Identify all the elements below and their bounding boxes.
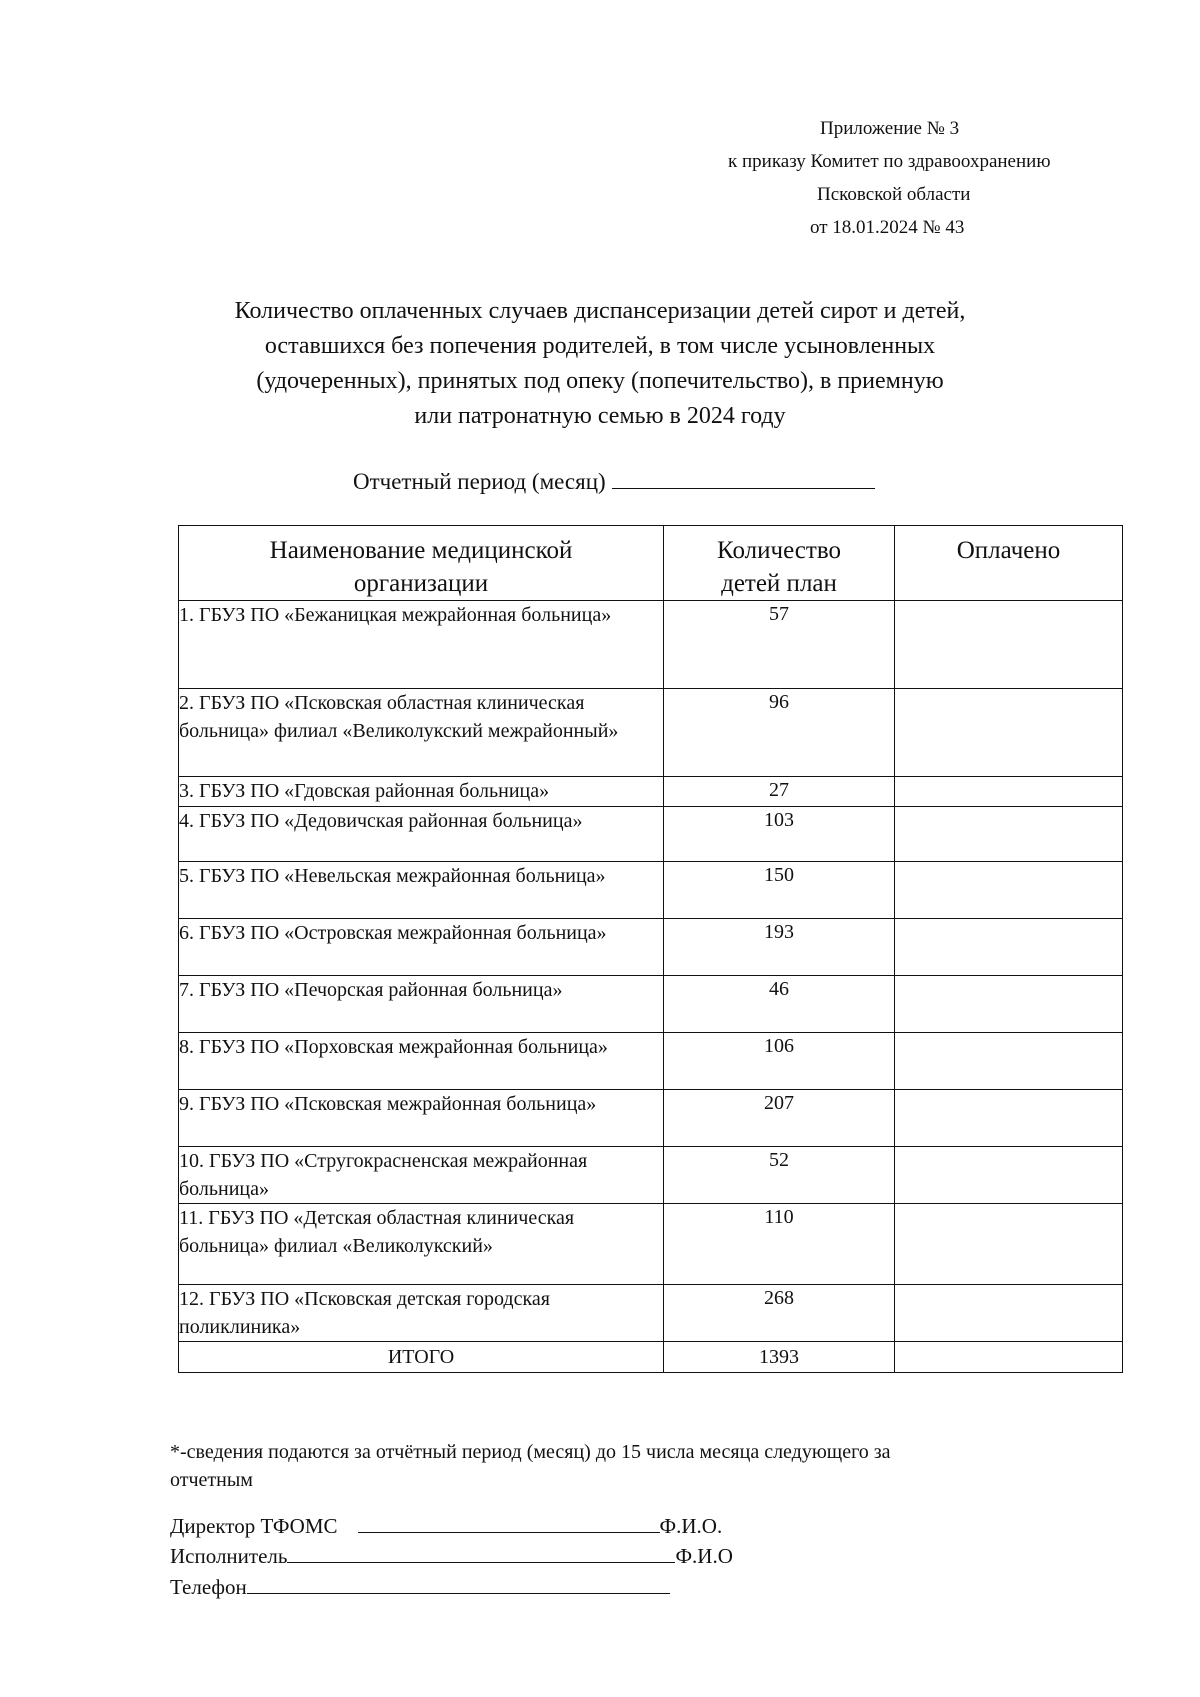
organization-name: 7. ГБУЗ ПО «Печорская районная больница» <box>179 976 664 1033</box>
plan-count: 27 <box>664 777 895 807</box>
paid-cell <box>895 1204 1123 1285</box>
organization-name: 6. ГБУЗ ПО «Островская межрайонная больница» <box>179 919 664 976</box>
plan-count: 150 <box>664 862 895 919</box>
table-row <box>179 689 1123 777</box>
table-row <box>179 919 1123 976</box>
organization-name: 12. ГБУЗ ПО «Псковская детская городская поликлиника» <box>179 1285 664 1342</box>
plan-count: 106 <box>664 1033 895 1090</box>
header-paid: Оплачено <box>895 526 1123 601</box>
plan-count: 57 <box>664 601 895 689</box>
organization-name: 11. ГБУЗ ПО «Детская областная клиническая больница» филиал «Великолукский» <box>179 1204 664 1285</box>
paid-cell <box>895 919 1123 976</box>
appendix-number: Приложение № 3 <box>820 118 960 139</box>
paid-cell <box>895 1285 1123 1342</box>
header-plan-line-2: детей план <box>721 570 837 597</box>
footnote <box>170 1438 891 1494</box>
paid-cell <box>895 1147 1123 1204</box>
reporting-period-blank <box>612 466 875 489</box>
executor-fio: Ф.И.О <box>675 1544 733 1568</box>
plan-count: 207 <box>664 1090 895 1147</box>
footnote-line-1: *-сведения подаются за отчётный период (месяц) до 15 числа месяца следующего за <box>170 1441 891 1463</box>
organization-name: 8. ГБУЗ ПО «Порховская межрайонная больница» <box>179 1033 664 1090</box>
table-row <box>179 601 1123 689</box>
organization-name: 9. ГБУЗ ПО «Псковская межрайонная больница» <box>179 1090 664 1147</box>
header-organization <box>179 526 664 601</box>
table-row <box>179 1147 1123 1204</box>
appendix-order-ref: к приказу Комитет по здравоохранению <box>728 151 1051 172</box>
header-plan-line-1: Количество <box>717 537 841 564</box>
plan-count: 268 <box>664 1285 895 1342</box>
table-row <box>179 807 1123 862</box>
total-row <box>179 1342 1123 1373</box>
paid-cell <box>895 976 1123 1033</box>
document-title <box>150 294 1050 434</box>
organization-name: 3. ГБУЗ ПО «Гдовская районная больница» <box>179 777 664 807</box>
plan-table <box>178 525 1123 1373</box>
title-line-3: (удочеренных), принятых под опеку (попечительство), в приемную <box>256 368 944 394</box>
reporting-period <box>353 466 875 495</box>
table-row <box>179 777 1123 807</box>
paid-cell <box>895 1033 1123 1090</box>
appendix-header <box>700 112 1160 244</box>
paid-cell <box>895 777 1123 807</box>
organization-name: 1. ГБУЗ ПО «Бежаницкая межрайонная больница» <box>179 601 664 689</box>
plan-count: 46 <box>664 976 895 1033</box>
director-label: Директор ТФОМС <box>170 1514 338 1538</box>
executor-signature-blank <box>287 1542 675 1563</box>
paid-cell <box>895 1090 1123 1147</box>
organization-name: 2. ГБУЗ ПО «Псковская областная клиническая больница» филиал «Великолукский межрайонный» <box>179 689 664 777</box>
table-row <box>179 976 1123 1033</box>
phone-line <box>170 1573 670 1600</box>
table-row <box>179 1204 1123 1285</box>
table-row <box>179 1090 1123 1147</box>
plan-count: 110 <box>664 1204 895 1285</box>
paid-cell <box>895 601 1123 689</box>
appendix-region: Псковской области <box>817 184 971 205</box>
paid-cell <box>895 807 1123 862</box>
phone-blank <box>247 1573 670 1594</box>
title-line-1: Количество оплаченных случаев диспансеризации детей сирот и детей, <box>234 298 966 324</box>
table-row <box>179 862 1123 919</box>
table-row <box>179 1033 1123 1090</box>
organization-name: 4. ГБУЗ ПО «Дедовичская районная больница» <box>179 807 664 862</box>
table-row <box>179 1285 1123 1342</box>
phone-label: Телефон <box>170 1575 247 1599</box>
header-organization-line-1: Наименование медицинской <box>269 537 573 564</box>
plan-count: 103 <box>664 807 895 862</box>
total-paid <box>895 1342 1123 1373</box>
organization-name: 10. ГБУЗ ПО «Стругокрасненская межрайонная больница» <box>179 1147 664 1204</box>
director-signature-blank <box>358 1512 660 1533</box>
total-label: ИТОГО <box>179 1342 664 1373</box>
footnote-line-2: отчетным <box>170 1469 253 1491</box>
director-fio: Ф.И.О. <box>659 1514 723 1538</box>
title-line-4: или патронатную семью в 2024 году <box>414 403 786 429</box>
title-line-2: оставшихся без попечения родителей, в том числе усыновленных <box>264 333 936 359</box>
total-plan: 1393 <box>664 1342 895 1373</box>
reporting-period-label: Отчетный период (месяц) <box>353 469 606 494</box>
executor-label: Исполнитель <box>170 1544 288 1568</box>
plan-count: 96 <box>664 689 895 777</box>
paid-cell <box>895 689 1123 777</box>
table-header-row <box>179 526 1123 601</box>
executor-signature-line <box>170 1542 733 1569</box>
plan-count: 193 <box>664 919 895 976</box>
header-plan <box>664 526 895 601</box>
appendix-date: от 18.01.2024 № 43 <box>810 217 965 238</box>
organization-name: 5. ГБУЗ ПО «Невельская межрайонная больница» <box>179 862 664 919</box>
header-organization-line-2: организации <box>353 570 489 597</box>
director-signature-line <box>170 1512 722 1539</box>
paid-cell <box>895 862 1123 919</box>
plan-count: 52 <box>664 1147 895 1204</box>
